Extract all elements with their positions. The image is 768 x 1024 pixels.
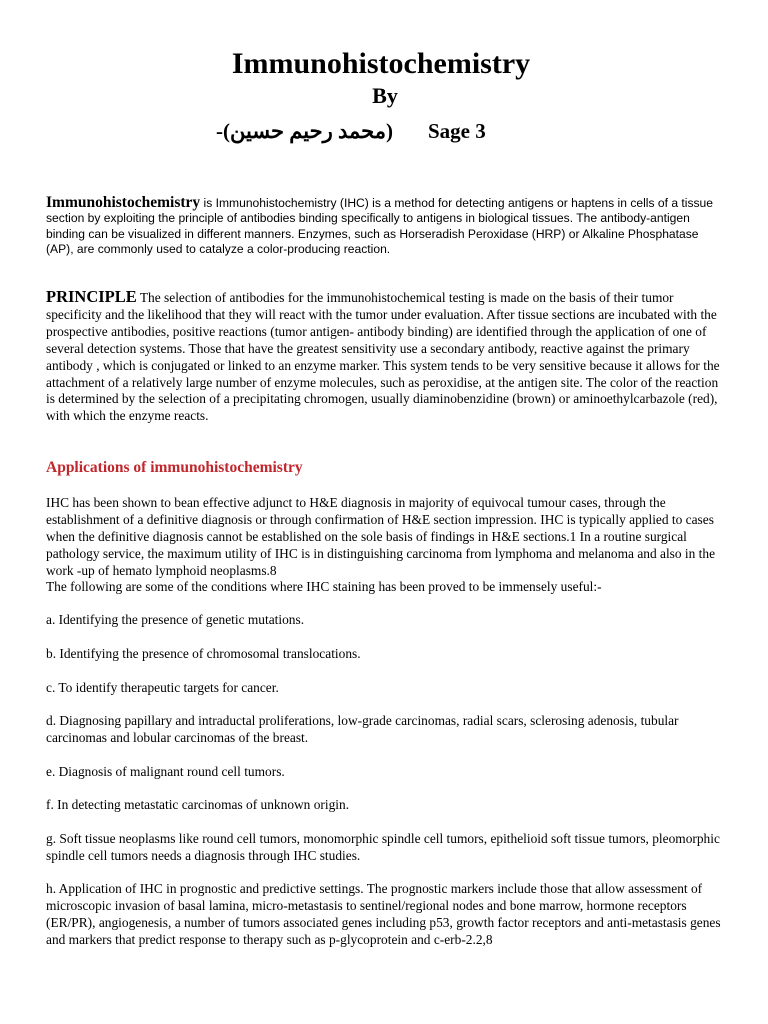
applications-heading: Applications of immunohistochemistry [46,459,303,476]
list-item: c. To identify therapeutic targets for cancer. [46,680,279,695]
list-item: e. Diagnosis of malignant round cell tumors. [46,764,285,779]
principle-text: The selection of antibodies for the immunohistochemical testing is made on the basis of their tumor specificity and the likelihood that they will react with the tumor under evaluation. After tissue sections are incubated with the prospective antibodies, positive reactions (tumor antigen- antibody binding) are identified through the application of one of several detection systems. Those that have the greatest sensitivity use a secondary antibody, reactive against the primary antibody , which is conjugated or linked to an enzyme marker. This system tends to be very sensitive because it allows for the attachment of a relatively large number of enzyme molecules, such as peroxidise, at the antigen site. The color of the reaction is determined by the selection of a precipitating chromogen, usually diaminobenzidine (brown) or aminoethylcarbazole (red), with which the enzyme reacts. [46,290,720,424]
list-item: g. Soft tissue neoplasms like round cell tumors, monomorphic spindle cell tumors, epithelioid soft tissue tumors, pleomorphic spindle cell tumors needs a diagnosis through IHC studies. [46,831,720,863]
document-title: Immunohistochemistry [231,47,531,80]
principle-term: PRINCIPLE [46,287,137,306]
applications-intro: IHC has been shown to bean effective adjunct to H&E diagnosis in majority of equivocal tumour cases, through the establishment of a definitive diagnosis or through confirmation of H&E section impression. IHC is typically applied to cases when the definitive diagnosis cannot be established on the sole basis of findings in H&E sections.1 In a routine surgical pathology service, the maximum utility of IHC is in distinguishing carcinoma from lymphoma and melanoma and also in the work -up of hemato lymphoid neoplasms.8 [46,495,716,578]
intro-text: is Immunohistochemistry (IHC) is a method for detecting antigens or haptens in cells of a tissue section by exploiting the principle of antibodies binding specifically to antigens in biological tissues. The antibody-antigen binding can be visualized in different manners. Enzymes, such as Horseradish Peroxidase (HRP) or Alkaline Phosphatase (AP), are commonly used to catalyze a color-producing reaction. [46,196,714,257]
list-item: a. Identifying the presence of genetic mutations. [46,612,305,627]
list-item: f. In detecting metastatic carcinomas of unknown origin. [46,797,350,812]
author-row [0,116,768,146]
byline-label: By [372,83,398,108]
intro-paragraph [46,195,722,258]
list-item: h. Application of IHC in prognostic and predictive settings. The prognostic markers include those that allow assessment of microscopic invasion of basal lamina, micro-metastasis to sentinel/regional nodes and bone marrow, hormone receptors (ER/PR), angiogenesis, a number of tumors associated genes including p53, growth factor receptors and anti-metastasis genes and markers that predict response to therapy such as p-glycoprotein and c-erb-2.2,8 [46,881,721,947]
author-name: -(محمد رحيم حسين) [216,119,393,143]
author-stage: Sage 3 [428,119,486,143]
list-item: d. Diagnosing papillary and intraductal proliferations, low-grade carcinomas, radial scars, sclerosing adenosis, tubular carcinomas and lobular carcinomas of the breast. [46,713,679,745]
list-item: b. Identifying the presence of chromosomal translocations. [46,646,361,661]
intro-term: Immunohistochemistry [46,194,201,211]
applications-lead: The following are some of the conditions where IHC staining has been proved to be immensely useful:- [46,579,602,594]
principle-paragraph [46,289,722,425]
